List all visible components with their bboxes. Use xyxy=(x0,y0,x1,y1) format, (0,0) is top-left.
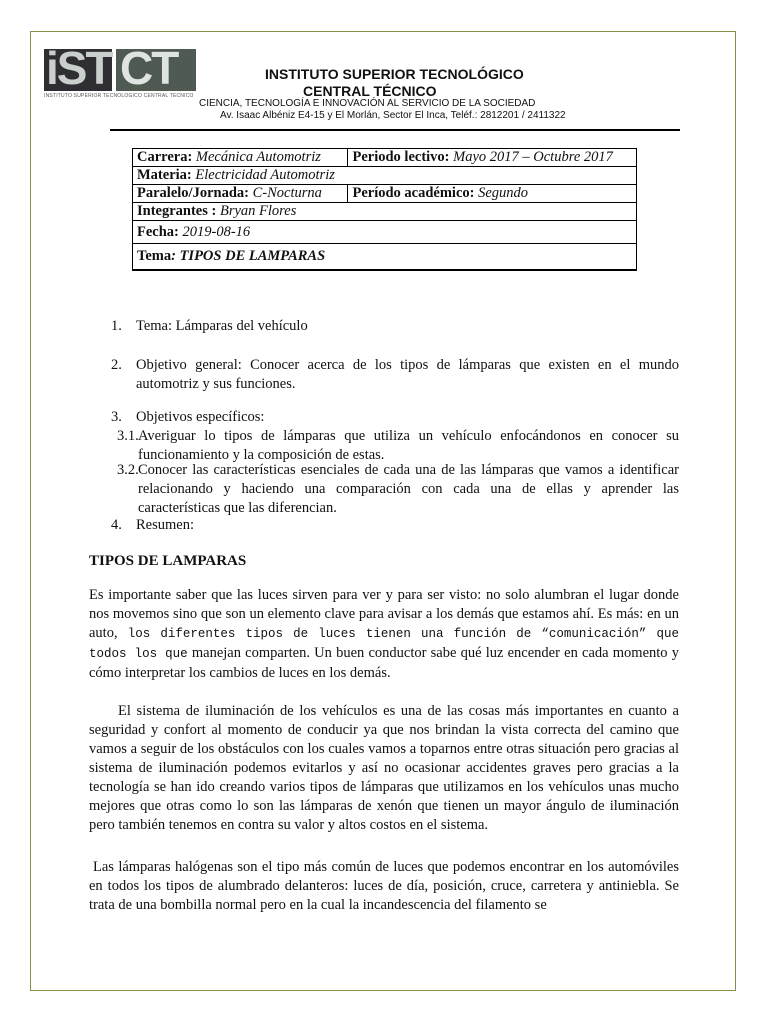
list-item xyxy=(111,408,679,427)
info-row xyxy=(133,221,637,244)
sub-list-item-number: 3.2. xyxy=(117,462,139,478)
header-address: Av. Isaac Albéniz E4-15 y El Morlán, Sector El Inca, Teléf.: 2812201 / 2411322 xyxy=(220,110,566,121)
paragraph-1-part-c: manejan comparten. Un buen conductor sabe qué luz encender en cada momento y cómo interpretar los cambios de luces en los demás. xyxy=(89,645,679,681)
sub-list-item xyxy=(117,427,679,465)
paragraph-1-part-a: Es importante saber que las luces sirven para ver y para ser visto: no solo alumbran el lugar donde nos movemos sino que son un elemento clave para avisar a los demás que estamos ahí. Es más: en un auto, xyxy=(89,587,679,641)
paralelo-label: Paralelo/Jornada: xyxy=(137,185,249,201)
header-title-line1: INSTITUTO SUPERIOR TECNOLÓGICO xyxy=(265,66,524,82)
tema-label: Tema xyxy=(137,248,172,264)
fecha-label: Fecha: xyxy=(137,223,179,240)
materia-value: Electricidad Automotriz xyxy=(195,167,335,183)
info-row xyxy=(133,244,637,271)
list-item-number: 4. xyxy=(111,517,122,533)
sub-list-item-text: Averiguar lo tipos de lámparas que utiliza un vehículo enfocándonos en conocer su funcionamiento y la composición de estas. xyxy=(138,428,679,463)
list-item-number: 3. xyxy=(111,409,122,425)
logo-letters-right: CT xyxy=(120,42,178,94)
materia-label: Materia: xyxy=(137,167,192,183)
periodo-label: Periodo lectivo: xyxy=(352,149,450,165)
integrantes-cell xyxy=(133,203,637,221)
tema-colon: : xyxy=(171,248,176,264)
academico-value: Segundo xyxy=(478,185,529,201)
sub-list-item xyxy=(117,461,679,518)
carrera-cell xyxy=(133,149,348,167)
list-item-text: Resumen: xyxy=(136,517,194,533)
carrera-value: Mecánica Automotriz xyxy=(195,149,321,165)
paragraph-1 xyxy=(89,586,679,683)
fecha-cell xyxy=(133,221,637,244)
list-item xyxy=(111,317,679,336)
header-divider xyxy=(110,129,680,131)
paralelo-value: C-Nocturna xyxy=(252,185,322,201)
info-row xyxy=(133,203,637,221)
info-row xyxy=(133,149,637,167)
paragraph-1-part-b: los diferentes tipos de luces tienen una función de “comunicación” que todos los que xyxy=(89,627,679,661)
paragraph-2: El sistema de iluminación de los vehículos es una de las cosas más importantes en cuanto a seguridad y confort al momento de conducir ya que nos brindan la vista correcta del camino que vamos a seguir de los obstáculos con los cuales vamos a toparnos entre otras situación pero gracias al sistema de iluminación podemos evitarlos y así no ocasionar accidentes graves pero gracias a la tecnología se han ido creando varios tipos de lámparas que utilizamos en los vehículos unas mucho mejores que otras como lo son las lámparas de xenón que tienen un mayor ángulo de iluminación pero también tenemos en contra su valor y altos costos en el sistema. xyxy=(89,703,679,833)
info-row xyxy=(133,167,637,185)
list-item-text: Objetivos específicos: xyxy=(136,409,265,425)
sub-list-item-number: 3.1. xyxy=(117,428,139,444)
list-item-number: 2. xyxy=(111,357,122,373)
paralelo-cell xyxy=(133,185,348,203)
list-item xyxy=(111,516,679,535)
list-item-text: Objetivo general: Conocer acerca de los tipos de lámparas que existen en el mundo automotriz y sus funciones. xyxy=(136,357,679,392)
academico-label: Período académico: xyxy=(352,185,475,201)
integrantes-label: Integrantes : xyxy=(137,203,217,219)
integrantes-value: Bryan Flores xyxy=(219,203,297,219)
sub-list-item-text: Conocer las características esenciales de cada una de las lámparas que vamos a identificar relacionando y haciendo una comparación con cada una de ellas y aprender las características que las diferencian. xyxy=(138,462,679,516)
tema-value: TIPOS DE LAMPARAS xyxy=(179,248,326,264)
fecha-value: 2019-08-16 xyxy=(182,223,251,240)
logo-letters-left: iST xyxy=(46,42,112,94)
periodo-cell xyxy=(348,149,637,167)
paragraph-3: Las lámparas halógenas son el tipo más común de luces que podemos encontrar en los automóviles en todos los tipos de alumbrado delanteros: luces de día, posición, cruce, carretera y antiniebla. Se trata de una bombilla normal pero en la cual la incandescencia del filamento se xyxy=(89,859,679,913)
section-heading: TIPOS DE LAMPARAS xyxy=(89,553,247,569)
list-item xyxy=(111,356,679,394)
header-tagline: CIENCIA, TECNOLOGÍA E INNOVACIÓN AL SERVICIO DE LA SOCIEDAD xyxy=(199,98,536,109)
list-item-number: 1. xyxy=(111,318,122,334)
periodo-value: Mayo 2017 – Octubre 2017 xyxy=(453,149,613,165)
academico-cell xyxy=(348,185,637,203)
info-row xyxy=(133,185,637,203)
info-table xyxy=(132,148,637,271)
header-title-line2: CENTRAL TÉCNICO xyxy=(303,83,437,99)
tema-cell xyxy=(133,244,637,271)
materia-cell xyxy=(133,167,637,185)
institute-logo xyxy=(44,42,196,101)
carrera-label: Carrera: xyxy=(137,149,193,165)
logo-caption: INSTITUTO SUPERIOR TECNOLÓGICO CENTRAL TÉCNICO xyxy=(44,93,194,99)
list-item-text: Tema: Lámparas del vehículo xyxy=(136,318,308,334)
